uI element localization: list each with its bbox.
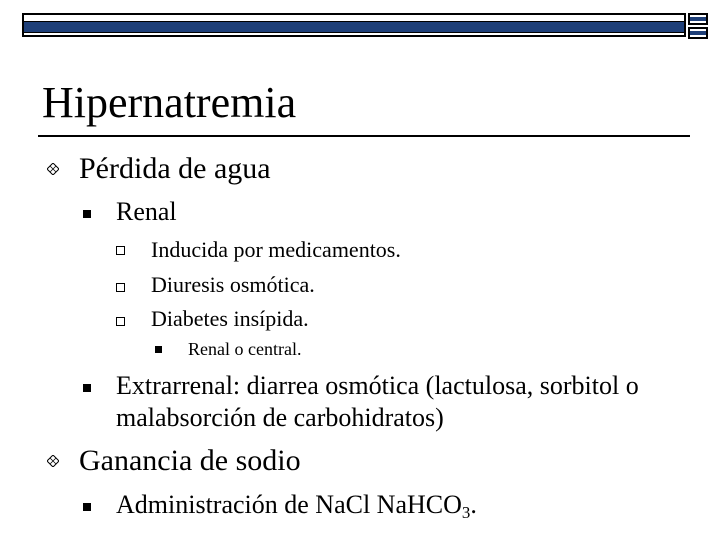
bullet-diuresis-osmotica: Diuresis osmótica. [151, 272, 315, 297]
administracion-period: . [470, 490, 477, 519]
bullet-inducida-medicamentos: Inducida por medicamentos. [151, 237, 401, 262]
header-decoration-square-bottom [688, 27, 708, 39]
square-bullet-icon [83, 210, 91, 218]
bullet-extrarrenal: Extrarrenal: diarrea osmótica (lactulosa, sorbitol o malabsorción de carbohidratos) [116, 371, 639, 432]
square-bullet-icon [83, 384, 91, 392]
bullet-administracion [116, 489, 477, 521]
diamond-bullet-icon [47, 163, 59, 175]
diamond-bullet-icon [47, 455, 59, 467]
administracion-text: Administración de NaCl NaHCO [116, 490, 462, 519]
bullet-diabetes-insipida: Diabetes insípida. [151, 306, 309, 331]
header-decoration-square-top [688, 13, 708, 25]
hollow-square-bullet-icon [116, 246, 125, 255]
bullet-renal: Renal [116, 197, 177, 226]
administracion-subscript: 3 [461, 503, 471, 523]
hollow-square-bullet-icon [116, 317, 125, 326]
hollow-square-bullet-icon [116, 283, 125, 292]
bullet-ganancia-de-sodio: Ganancia de sodio [79, 444, 301, 477]
title-underline [38, 135, 690, 137]
square-bullet-icon [83, 503, 91, 511]
header-decoration-bar [22, 13, 686, 37]
bullet-perdida-de-agua: Pérdida de agua [79, 152, 271, 185]
bullet-renal-o-central: Renal o central. [188, 339, 302, 359]
small-square-bullet-icon [155, 346, 162, 353]
slide-title: Hipernatremia [42, 78, 297, 127]
